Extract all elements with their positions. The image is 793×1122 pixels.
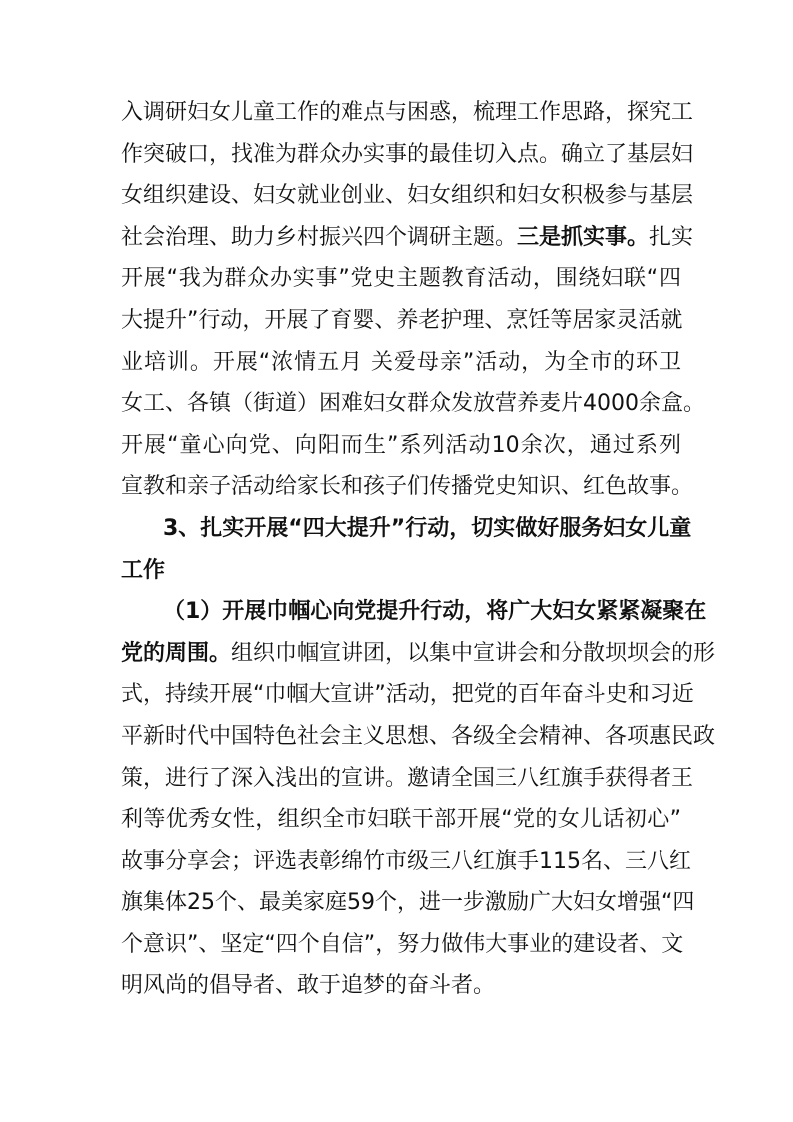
text-line: 开展“童心向党、向阳而生”系列活动10余次，通过系列 (121, 432, 681, 458)
text-line: 故事分享会；评选表彰绵竹市级三八红旗手115名、三八红 (121, 848, 691, 874)
text-line-mixed (121, 217, 694, 259)
text-line: 个意识”、坚定“四个自信”，努力做伟大事业的建设者、文 (121, 931, 684, 957)
text-segment: 社会治理、助力乡村振兴四个调研主题。 (121, 224, 518, 250)
text-line: 女组织建设、妇女就业创业、妇女组织和妇女积极参与基层 (121, 183, 694, 209)
text-line: 宣教和亲子活动给家长和孩子们传播党史知识、红色故事。 (121, 474, 694, 500)
text-line: 策，进行了深入浅出的宣讲。邀请全国三八红旗手获得者王 (121, 765, 694, 791)
body-text (121, 92, 716, 1007)
section-heading: 3、扎实开展“四大提升”行动，切实做好服务妇女儿童 (163, 515, 692, 541)
text-line: 开展“我为群众办实事”党史主题教育活动，围绕妇联“四 (121, 266, 681, 292)
subsection-heading-continued: 党的周围。 (121, 640, 232, 666)
text-line: 作突破口，找准为群众办实事的最佳切入点。确立了基层妇 (121, 141, 694, 167)
subsection-heading: （1）开展巾帼心向党提升行动，将广大妇女紧紧凝聚在 (163, 599, 707, 625)
text-line: 式，持续开展“巾帼大宣讲”活动，把党的百年奋斗史和习近 (121, 682, 694, 708)
text-line: 旗集体25个、最美家庭59个，进一步激励广大妇女增强“四 (121, 890, 695, 916)
section-heading-continued: 工作 (121, 557, 166, 583)
text-line: 利等优秀女性，组织全市妇联干部开展“党的女儿话初心” (121, 807, 681, 833)
bold-heading-inline: 三是抓实事。 (517, 224, 650, 250)
text-line: 明风尚的倡导者、敢于追梦的奋斗者。 (121, 973, 496, 999)
text-line: 女工、各镇（街道）困难妇女群众发放营养麦片4000余盒。 (121, 391, 705, 417)
text-line-mixed (121, 633, 716, 675)
text-line: 入调研妇女儿童工作的难点与困惑，梳理工作思路，探究工 (121, 100, 694, 125)
text-line: 业培训。开展“浓情五月 关爱母亲”活动，为全市的环卫 (121, 349, 681, 375)
text-line: 大提升”行动，开展了育婴、养老护理、烹饪等居家灵活就 (121, 307, 683, 333)
text-segment: 扎实 (649, 224, 694, 250)
text-segment: 组织巾帼宣讲团，以集中宣讲会和分散坝坝会的形 (231, 640, 716, 666)
text-line: 平新时代中国特色社会主义思想、各级全会精神、各项惠民政 (121, 723, 716, 749)
